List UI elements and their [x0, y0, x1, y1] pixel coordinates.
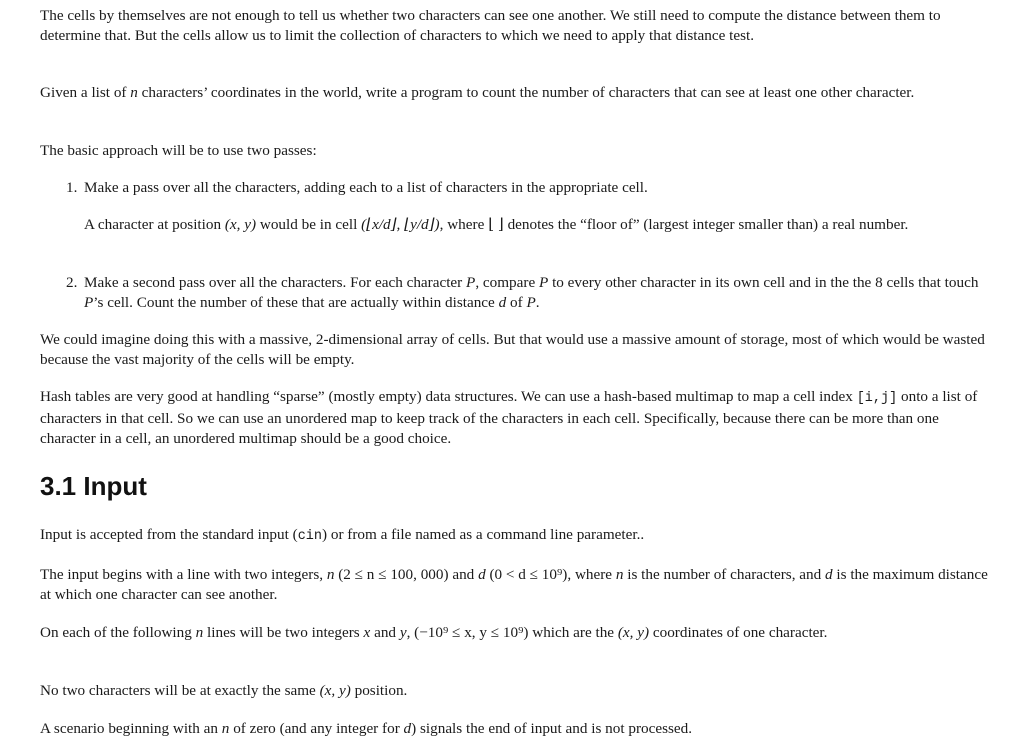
step-2-text: Make a second pass over all the characters. For each character P, compare P to every other character in its own cell and in the the 8 cells that touch P’s cell. Count the number of these that are actually within distance d of P.: [84, 274, 979, 311]
paragraph-cells-distance: The cells by themselves are not enough to tell us whether two characters can see one another. We still need to compute the distance between them to determine that. But the cells allow us to limit the collection of characters to which we need to apply that distance test.: [40, 7, 941, 44]
inline-code-cell-index: [i,j]: [856, 391, 898, 406]
paragraph-problem-statement: Given a list of n characters’ coordinates in the world, write a program to count the number of characters that can see at least one other character.: [40, 84, 915, 101]
section-heading-input: 3.1 Input: [40, 471, 147, 501]
paragraph-two-passes: The basic approach will be to use two passes:: [40, 142, 317, 159]
paragraph-input-coordinates: On each of the following n lines will be two integers x and y, (−10⁹ ≤ x, y ≤ 10⁹) which are the (x, y) coordinates of one character.: [40, 624, 828, 641]
step-1-detail: A character at position (x, y) would be in cell (⌊x/d⌋, ⌊y/d⌋), where ⌊ ⌋ denotes the “floor of” (largest integer smaller than) a real number.: [84, 216, 909, 233]
list-number-1: 1.: [66, 179, 78, 196]
list-number-2: 2.: [66, 274, 78, 291]
paragraph-unique-positions: No two characters will be at exactly the same (x, y) position.: [40, 682, 408, 699]
paragraph-input-source: Input is accepted from the standard input (cin) or from a file named as a command line parameter..: [40, 526, 645, 544]
paragraph-hash-tables: Hash tables are very good at handling “sparse” (mostly empty) data structures. We can use a hash-based multimap to map a cell index [i,j] onto a list of characters in that cell. So we can use an unordered map to keep track of the characters in each cell. Specifically, because there can be more than one character in a cell, an unordered multimap should be a good choice.: [40, 388, 978, 447]
paragraph-end-of-input: A scenario beginning with an n of zero (and any integer for d) signals the end of input and is not processed.: [40, 720, 693, 737]
inline-code-cin: cin: [297, 529, 322, 544]
step-1-text: Make a pass over all the characters, adding each to a list of characters in the appropriate cell.: [84, 179, 648, 196]
paragraph-2d-array: We could imagine doing this with a massive, 2-dimensional array of cells. But that would use a massive amount of storage, most of which would be wasted because the vast majority of the cells will be empty.: [40, 331, 985, 368]
paragraph-input-first-line: The input begins with a line with two integers, n (2 ≤ n ≤ 100, 000) and d (0 < d ≤ 10⁹), where n is the number of characters, and d is the maximum distance at which one character can see another.: [40, 566, 988, 603]
